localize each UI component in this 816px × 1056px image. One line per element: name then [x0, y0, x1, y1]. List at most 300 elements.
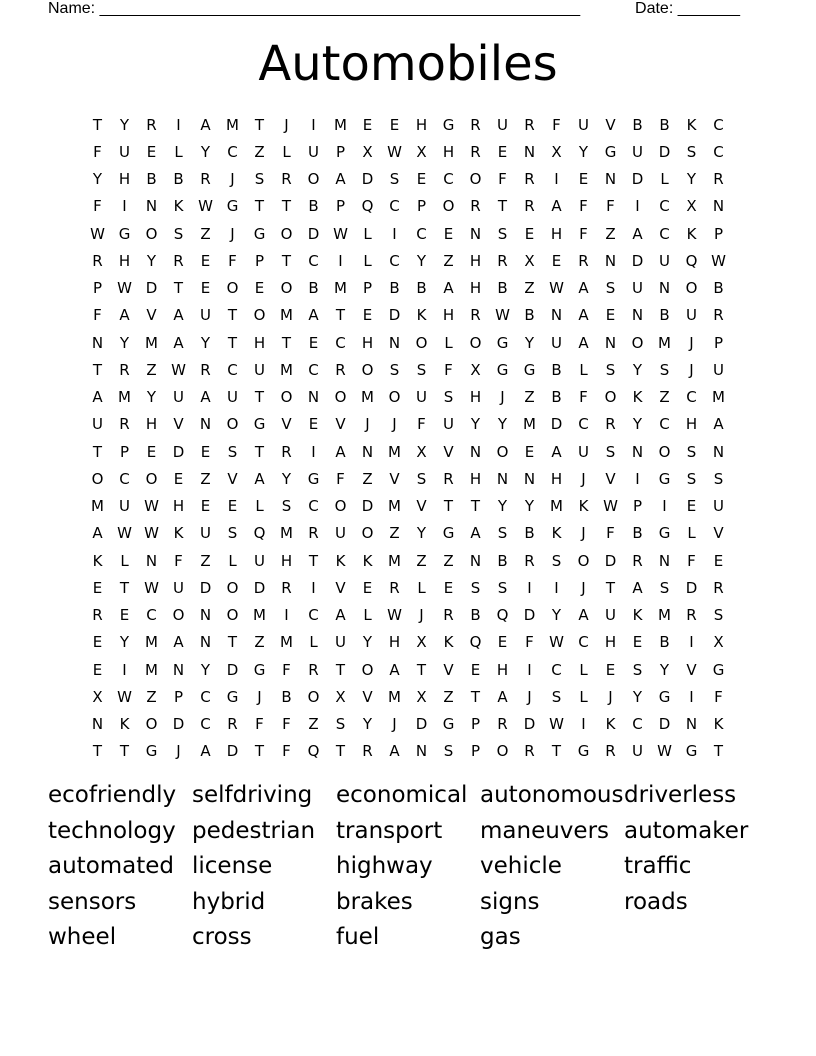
grid-letter: Z	[146, 687, 157, 706]
grid-letter: F	[93, 306, 102, 325]
grid-letter: G	[658, 687, 671, 706]
grid-letter: B	[524, 306, 535, 325]
grid-letter: M	[280, 633, 293, 652]
grid-letter: W	[117, 524, 132, 543]
grid-letter: N	[631, 306, 644, 325]
grid-letter: C	[686, 388, 697, 407]
grid-letter: B	[497, 279, 508, 298]
grid-letter: Z	[200, 551, 211, 570]
grid-letter: G	[604, 142, 617, 161]
grid-letter: K	[632, 388, 643, 407]
grid-letter: D	[685, 578, 698, 597]
grid-letter: C	[659, 415, 670, 434]
grid-letter: S	[254, 170, 265, 189]
grid-letter: V	[362, 687, 373, 706]
grid-letter: T	[713, 742, 724, 761]
grid-letter: K	[119, 715, 130, 734]
grid-letter: O	[658, 442, 671, 461]
grid-letter: W	[657, 742, 672, 761]
grid-letter: D	[388, 306, 401, 325]
grid-letter: T	[416, 660, 427, 679]
grid-letter: T	[92, 115, 103, 134]
word-list-item: automaker	[624, 817, 749, 844]
grid-letter: Y	[200, 660, 211, 679]
grid-letter: A	[389, 742, 400, 761]
grid-letter: N	[550, 306, 563, 325]
grid-letter: B	[146, 170, 157, 189]
grid-letter: O	[334, 497, 347, 516]
grid-letter: I	[662, 497, 667, 516]
grid-letter: U	[173, 578, 184, 597]
grid-letter: L	[363, 251, 372, 270]
grid-letter: R	[443, 606, 454, 625]
grid-letter: L	[174, 142, 183, 161]
grid-letter: T	[92, 442, 103, 461]
grid-letter: F	[525, 633, 534, 652]
grid-letter: S	[443, 388, 454, 407]
grid-letter: L	[579, 687, 588, 706]
grid-letter: E	[497, 142, 508, 161]
grid-letter: G	[253, 224, 266, 243]
word-list-item: driverless	[624, 782, 737, 808]
grid-letter: N	[199, 415, 212, 434]
grid-letter: M	[388, 687, 401, 706]
grid-letter: G	[145, 742, 158, 761]
grid-letter: N	[658, 279, 671, 298]
grid-letter: U	[119, 497, 130, 516]
grid-letter: I	[554, 170, 559, 189]
grid-letter: N	[91, 333, 104, 352]
grid-letter: N	[604, 333, 617, 352]
grid-letter: U	[173, 388, 184, 407]
grid-letter: T	[227, 633, 238, 652]
grid-letter: F	[579, 224, 588, 243]
grid-letter: E	[605, 660, 616, 679]
grid-letter: N	[307, 388, 320, 407]
grid-letter: E	[443, 224, 454, 243]
grid-letter: M	[334, 279, 347, 298]
grid-letter: U	[92, 415, 103, 434]
grid-letter: R	[335, 360, 346, 379]
grid-letter: D	[631, 170, 644, 189]
grid-letter: X	[92, 687, 103, 706]
grid-letter: L	[579, 660, 588, 679]
grid-letter: W	[711, 251, 726, 270]
grid-letter: E	[416, 170, 427, 189]
grid-letter: O	[604, 388, 617, 407]
grid-letter: P	[173, 687, 184, 706]
grid-letter: O	[415, 333, 428, 352]
grid-letter: S	[605, 360, 616, 379]
grid-letter: J	[419, 606, 424, 625]
grid-letter: A	[632, 224, 643, 243]
grid-letter: D	[550, 415, 563, 434]
grid-letter: T	[254, 197, 265, 216]
grid-letter: S	[551, 687, 562, 706]
grid-letter: I	[392, 224, 397, 243]
grid-letter: I	[527, 578, 532, 597]
grid-letter: R	[119, 360, 130, 379]
grid-letter: S	[551, 551, 562, 570]
grid-letter: U	[254, 360, 265, 379]
grid-letter: R	[470, 115, 481, 134]
grid-letter: Y	[281, 469, 292, 488]
grid-letter: R	[146, 115, 157, 134]
grid-letter: O	[388, 388, 401, 407]
grid-letter: Z	[308, 715, 319, 734]
grid-letter: F	[174, 551, 183, 570]
grid-letter: T	[551, 742, 562, 761]
grid-letter: M	[226, 115, 239, 134]
grid-letter: O	[334, 388, 347, 407]
grid-letter: H	[415, 115, 428, 134]
grid-letter: R	[470, 142, 481, 161]
grid-letter: S	[416, 360, 427, 379]
grid-letter: T	[470, 687, 481, 706]
grid-letter: U	[335, 633, 346, 652]
grid-letter: O	[631, 333, 644, 352]
grid-letter: A	[497, 687, 508, 706]
grid-letter: Z	[416, 551, 427, 570]
grid-letter: W	[117, 687, 132, 706]
grid-letter: J	[230, 170, 235, 189]
grid-letter: C	[578, 415, 589, 434]
grid-letter: X	[416, 442, 427, 461]
grid-letter: S	[605, 442, 616, 461]
word-list-item: ecofriendly	[48, 782, 177, 808]
grid-letter: B	[659, 633, 670, 652]
grid-letter: A	[200, 742, 211, 761]
grid-letter: Y	[659, 660, 670, 679]
word-list-item: autonomous	[480, 782, 624, 808]
grid-letter: I	[635, 197, 640, 216]
word-list-item: hybrid	[192, 888, 266, 915]
grid-letter: H	[685, 415, 698, 434]
grid-letter: K	[362, 551, 373, 570]
grid-letter: V	[605, 469, 616, 488]
grid-letter: R	[308, 524, 319, 543]
grid-letter: A	[443, 279, 454, 298]
grid-letter: C	[119, 469, 130, 488]
grid-letter: V	[335, 415, 346, 434]
grid-letter: E	[146, 142, 157, 161]
grid-letter: O	[145, 715, 158, 734]
grid-letter: M	[280, 306, 293, 325]
grid-letter: Y	[524, 497, 535, 516]
header-line	[48, 0, 740, 20]
grid-letter: H	[469, 388, 482, 407]
grid-letter: R	[173, 251, 184, 270]
grid-letter: S	[632, 660, 643, 679]
grid-letter: A	[119, 306, 130, 325]
grid-letter: Y	[416, 524, 427, 543]
grid-letter: P	[92, 279, 103, 298]
grid-letter: K	[443, 633, 454, 652]
grid-letter: L	[363, 224, 372, 243]
grid-letter: M	[388, 551, 401, 570]
grid-letter: K	[686, 224, 697, 243]
grid-letter: R	[578, 251, 589, 270]
grid-letter: A	[335, 606, 346, 625]
grid-letter: B	[551, 360, 562, 379]
grid-letter: E	[200, 251, 211, 270]
grid-letter: U	[497, 115, 508, 134]
grid-letter: U	[200, 306, 211, 325]
grid-letter: M	[712, 388, 725, 407]
grid-letter: T	[281, 333, 292, 352]
grid-letter: R	[524, 197, 535, 216]
word-list-item: signs	[480, 888, 540, 915]
grid-letter: P	[632, 497, 643, 516]
grid-letter: D	[253, 578, 266, 597]
grid-letter: N	[361, 442, 374, 461]
word-list-item: maneuvers	[480, 817, 610, 844]
grid-letter: U	[686, 306, 697, 325]
grid-letter: S	[389, 170, 400, 189]
grid-letter: D	[658, 142, 671, 161]
grid-letter: Y	[632, 687, 643, 706]
word-list-item: transport	[336, 817, 443, 844]
word-list-item: selfdriving	[192, 782, 313, 808]
word-list-item: automated	[48, 853, 175, 879]
grid-letter: A	[173, 633, 184, 652]
grid-letter: M	[253, 606, 266, 625]
grid-letter: O	[280, 224, 293, 243]
grid-letter: J	[689, 360, 694, 379]
grid-letter: H	[604, 633, 617, 652]
grid-letter: R	[605, 415, 616, 434]
grid-letter: M	[658, 333, 671, 352]
grid-letter: U	[119, 142, 130, 161]
grid-letter: O	[226, 578, 239, 597]
grid-letter: N	[685, 715, 698, 734]
grid-letter: N	[469, 224, 482, 243]
grid-letter: A	[713, 415, 724, 434]
grid-letter: P	[254, 251, 265, 270]
grid-letter: I	[554, 578, 559, 597]
grid-letter: I	[284, 606, 289, 625]
word-list-item: technology	[48, 817, 176, 844]
grid-letter: S	[659, 360, 670, 379]
grid-letter: Y	[119, 633, 130, 652]
grid-letter: L	[363, 606, 372, 625]
word-list-item: wheel	[48, 924, 117, 950]
grid-letter: O	[226, 606, 239, 625]
grid-letter: D	[172, 715, 185, 734]
grid-letter: E	[92, 578, 103, 597]
grid-letter: V	[713, 524, 724, 543]
grid-letter: N	[469, 551, 482, 570]
grid-letter: D	[199, 578, 212, 597]
grid-letter: S	[605, 279, 616, 298]
grid-letter: E	[308, 333, 319, 352]
grid-letter: N	[631, 442, 644, 461]
word-list-item: traffic	[624, 853, 692, 879]
grid-letter: T	[254, 115, 265, 134]
grid-letter: D	[307, 224, 320, 243]
grid-letter: U	[632, 279, 643, 298]
grid-letter: U	[605, 606, 616, 625]
grid-letter: A	[200, 115, 211, 134]
grid-letter: C	[578, 633, 589, 652]
grid-letter: Z	[254, 633, 265, 652]
grid-letter: Y	[362, 715, 373, 734]
grid-letter: L	[282, 142, 291, 161]
grid-letter: T	[119, 578, 130, 597]
grid-letter: S	[443, 742, 454, 761]
grid-letter: G	[577, 742, 590, 761]
grid-letter: O	[172, 606, 185, 625]
grid-letter: O	[91, 469, 104, 488]
grid-letter: M	[118, 388, 131, 407]
grid-letter: E	[173, 469, 184, 488]
grid-letter: U	[632, 742, 643, 761]
grid-letter: O	[361, 660, 374, 679]
grid-letter: C	[200, 687, 211, 706]
grid-letter: E	[200, 442, 211, 461]
grid-letter: N	[523, 142, 536, 161]
grid-letter: G	[685, 742, 698, 761]
grid-letter: L	[687, 524, 696, 543]
grid-letter: E	[362, 306, 373, 325]
grid-letter: N	[469, 442, 482, 461]
grid-letter: Q	[469, 633, 482, 652]
grid-letter: F	[498, 170, 507, 189]
grid-letter: D	[172, 442, 185, 461]
grid-letter: I	[122, 660, 127, 679]
grid-letter: N	[712, 197, 725, 216]
grid-letter: T	[227, 333, 238, 352]
grid-letter: C	[200, 715, 211, 734]
grid-letter: Y	[119, 115, 130, 134]
grid-letter: M	[388, 497, 401, 516]
grid-letter: V	[227, 469, 238, 488]
grid-letter: O	[496, 442, 509, 461]
grid-letter: S	[335, 715, 346, 734]
grid-letter: A	[551, 197, 562, 216]
grid-letter: S	[497, 524, 508, 543]
grid-letter: M	[658, 606, 671, 625]
grid-letter: K	[551, 524, 562, 543]
grid-letter: E	[497, 633, 508, 652]
grid-letter: O	[307, 170, 320, 189]
grid-letter: R	[713, 170, 724, 189]
grid-letter: P	[470, 715, 481, 734]
grid-letter: U	[578, 442, 589, 461]
grid-letter: Y	[200, 333, 211, 352]
grid-letter: E	[524, 224, 535, 243]
grid-letter: N	[145, 197, 158, 216]
grid-letter: R	[281, 578, 292, 597]
grid-letter: T	[281, 197, 292, 216]
grid-letter: C	[659, 224, 670, 243]
grid-letter: L	[417, 578, 426, 597]
grid-letter: E	[227, 497, 238, 516]
grid-letter: G	[442, 115, 455, 134]
grid-letter: B	[632, 115, 643, 134]
grid-letter: Z	[659, 388, 670, 407]
grid-letter: X	[524, 251, 535, 270]
grid-letter: F	[444, 360, 453, 379]
grid-letter: A	[389, 660, 400, 679]
grid-letter: P	[416, 197, 427, 216]
grid-letter: M	[388, 442, 401, 461]
grid-letter: X	[335, 687, 346, 706]
grid-letter: A	[308, 306, 319, 325]
grid-letter: E	[254, 279, 265, 298]
grid-letter: O	[145, 469, 158, 488]
grid-letter: U	[227, 388, 238, 407]
grid-letter: Y	[119, 333, 130, 352]
grid-letter: Z	[200, 469, 211, 488]
grid-letter: H	[280, 551, 293, 570]
grid-letter: U	[632, 142, 643, 161]
grid-letter: Z	[524, 279, 535, 298]
grid-letter: Z	[443, 551, 454, 570]
word-list-item: cross	[192, 924, 252, 950]
grid-letter: G	[496, 333, 509, 352]
word-list-item: brakes	[336, 888, 413, 915]
grid-letter: O	[280, 279, 293, 298]
grid-letter: Y	[470, 415, 481, 434]
grid-letter: Q	[253, 524, 266, 543]
grid-letter: G	[523, 360, 536, 379]
grid-letter: R	[200, 360, 211, 379]
grid-letter: J	[581, 524, 586, 543]
grid-letter: P	[335, 197, 346, 216]
grid-letter: E	[632, 633, 643, 652]
grid-letter: O	[442, 197, 455, 216]
grid-letter: Y	[146, 251, 157, 270]
grid-letter: O	[253, 306, 266, 325]
letter-grid	[84, 111, 732, 765]
grid-letter: U	[443, 415, 454, 434]
grid-letter: M	[145, 333, 158, 352]
grid-letter: D	[226, 660, 239, 679]
grid-letter: X	[551, 142, 562, 161]
grid-letter: Z	[362, 469, 373, 488]
grid-letter: Y	[146, 388, 157, 407]
grid-letter: C	[443, 170, 454, 189]
grid-letter: Y	[686, 170, 697, 189]
grid-letter: K	[632, 606, 643, 625]
grid-letter: F	[282, 715, 291, 734]
grid-letter: W	[144, 497, 159, 516]
name-field-label: Name: ______________________________________________________	[48, 0, 581, 17]
grid-letter: B	[551, 388, 562, 407]
date-field-label: Date: _______	[635, 0, 740, 17]
grid-letter: M	[280, 524, 293, 543]
grid-letter: W	[117, 279, 132, 298]
grid-letter: B	[632, 524, 643, 543]
grid-letter: N	[415, 742, 428, 761]
grid-letter: J	[284, 115, 289, 134]
word-list-item: vehicle	[480, 853, 562, 879]
grid-letter: H	[145, 415, 158, 434]
grid-letter: J	[581, 469, 586, 488]
grid-letter: J	[500, 388, 505, 407]
grid-letter: N	[604, 170, 617, 189]
grid-letter: R	[119, 415, 130, 434]
grid-letter: T	[173, 279, 184, 298]
grid-letter: S	[686, 442, 697, 461]
grid-letter: E	[443, 578, 454, 597]
grid-letter: E	[389, 115, 400, 134]
grid-letter: S	[227, 442, 238, 461]
grid-letter: Y	[497, 497, 508, 516]
grid-letter: S	[497, 224, 508, 243]
grid-letter: R	[524, 170, 535, 189]
